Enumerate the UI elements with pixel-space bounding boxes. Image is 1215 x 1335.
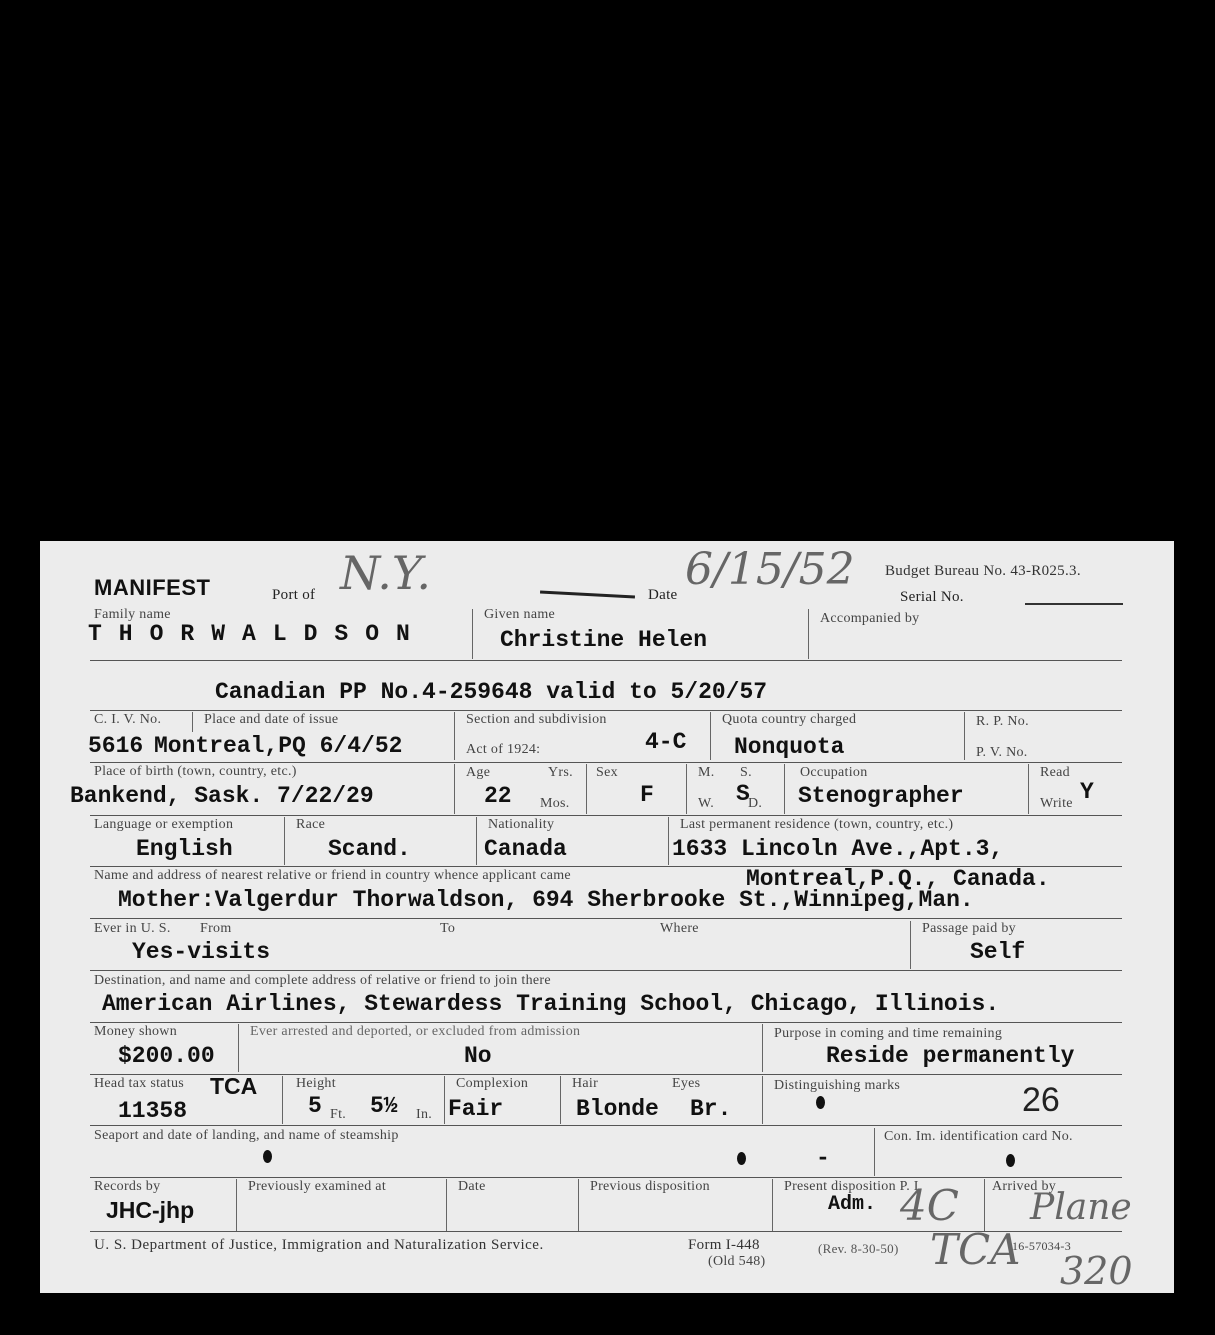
conim-label: Con. Im. identification card No. xyxy=(884,1129,1073,1144)
height-in-value: 5½ xyxy=(370,1093,398,1119)
port-line xyxy=(540,591,635,599)
budget-bureau: Budget Bureau No. 43-R025.3. xyxy=(885,563,1081,579)
hair-value: Blonde xyxy=(576,1096,659,1122)
passage-label: Passage paid by xyxy=(922,921,1016,936)
records-date-label: Date xyxy=(458,1179,486,1194)
headtax-value: TCA xyxy=(210,1073,258,1099)
to-label: To xyxy=(440,921,456,936)
height-ft-value: 5 xyxy=(308,1093,322,1119)
present-disp-value: Adm. xyxy=(828,1193,877,1216)
given-name-value: Christine Helen xyxy=(500,627,708,653)
read-label: Read xyxy=(1040,765,1070,780)
height-label: Height xyxy=(296,1076,336,1091)
family-name-label: Family name xyxy=(94,607,171,622)
ink-dot xyxy=(1006,1154,1015,1167)
present-disp-label: Present disposition P. I. xyxy=(784,1179,923,1194)
records-value: JHC-jhp xyxy=(106,1197,195,1223)
s-label: S. xyxy=(740,765,752,780)
section-value: 4-C xyxy=(645,729,687,755)
footer-form: Form I-448 xyxy=(688,1237,760,1253)
relative-label: Name and address of nearest relative or friend in country whence applicant came xyxy=(94,868,571,883)
pv-label: P. V. No. xyxy=(976,745,1028,760)
eyes-value: Br. xyxy=(690,1096,732,1122)
residence-label: Last permanent residence (town, country, etc.) xyxy=(680,817,954,832)
occupation-label: Occupation xyxy=(800,765,868,780)
place-issue-label: Place and date of issue xyxy=(204,712,339,727)
birth-label: Place of birth (town, country, etc.) xyxy=(94,764,297,779)
headtax-number: 11358 xyxy=(118,1098,188,1124)
prev-disp-label: Previous disposition xyxy=(590,1179,710,1194)
read-value: Y xyxy=(1080,779,1094,805)
footer-department: U. S. Department of Justice, Immigration and Naturalization Service. xyxy=(94,1237,544,1253)
arrived-label: Arrived by xyxy=(992,1179,1057,1194)
footer-code: 16-57034-3 xyxy=(1012,1239,1071,1253)
age-value: 22 xyxy=(484,783,512,809)
arrived-handwritten: Plane xyxy=(1030,1187,1132,1228)
yrs-label: Yrs. xyxy=(548,765,573,780)
ft-label: Ft. xyxy=(330,1107,347,1122)
section-label: Section and subdivision xyxy=(466,712,607,727)
mos-label: Mos. xyxy=(540,796,570,811)
ever-us-value: Yes-visits xyxy=(132,939,271,965)
m-label: M. xyxy=(698,765,715,780)
race-value: Scand. xyxy=(328,836,411,862)
occupation-value: Stenographer xyxy=(798,783,964,809)
footer-rev: (Rev. 8-30-50) xyxy=(818,1241,899,1256)
age-label: Age xyxy=(466,765,491,780)
port-value: N.Y. xyxy=(340,546,431,600)
write-label: Write xyxy=(1040,796,1073,811)
purpose-value: Reside permanently xyxy=(826,1043,1075,1069)
in-label: In. xyxy=(416,1107,433,1122)
marks-label: Distinguishing marks xyxy=(774,1078,901,1093)
manifest-card xyxy=(40,541,1174,1293)
complexion-value: Fair xyxy=(448,1096,504,1122)
money-label: Money shown xyxy=(94,1024,178,1039)
destination-value: American Airlines, Stewardess Training School, Chicago, Illinois. xyxy=(102,991,1000,1017)
marital-value: S xyxy=(736,781,750,807)
civ-value: 5616 xyxy=(88,733,144,759)
rp-label: R. P. No. xyxy=(976,714,1029,729)
act-label: Act of 1924: xyxy=(466,742,541,757)
nationality-label: Nationality xyxy=(488,817,555,832)
residence-line2: Montreal,P.Q., Canada. xyxy=(746,866,1050,892)
accompanied-label: Accompanied by xyxy=(820,611,920,626)
ever-us-label: Ever in U. S. xyxy=(94,921,171,936)
present-disp-handwritten: 4C xyxy=(900,1181,959,1230)
ink-dot xyxy=(737,1152,746,1165)
w-label: W. xyxy=(698,796,715,811)
family-name-value: THORWALDSON xyxy=(88,621,427,647)
relative-value: Mother:Valgerdur Thorwaldson, 694 Sherbrooke St.,Winnipeg,Man. xyxy=(118,887,974,913)
port-label: Port of xyxy=(272,587,316,603)
manifest-title: MANIFEST xyxy=(94,575,211,600)
hair-label: Hair xyxy=(572,1076,599,1091)
date-value: 6/15/52 xyxy=(685,544,855,595)
from-label: From xyxy=(200,921,232,936)
marks-number: 26 xyxy=(1022,1081,1060,1119)
footer-old: (Old 548) xyxy=(708,1254,766,1269)
flight-handwritten: 320 xyxy=(1060,1249,1133,1293)
given-name-label: Given name xyxy=(484,607,556,622)
ink-dot xyxy=(816,1096,825,1109)
date-label: Date xyxy=(648,587,678,603)
complexion-label: Complexion xyxy=(456,1076,529,1091)
sex-label: Sex xyxy=(596,765,618,780)
place-issue-value: Montreal,PQ 6/4/52 xyxy=(154,733,403,759)
where-label: Where xyxy=(660,921,699,936)
quota-label: Quota country charged xyxy=(722,712,857,727)
arrested-label: Ever arrested and deported, or excluded from admission xyxy=(250,1024,581,1039)
seaport-label: Seaport and date of landing, and name of steamship xyxy=(94,1128,399,1143)
sex-value: F xyxy=(640,782,654,808)
race-label: Race xyxy=(296,817,326,832)
headtax-label: Head tax status xyxy=(94,1076,185,1091)
arrested-value: No xyxy=(464,1043,492,1069)
purpose-label: Purpose in coming and time remaining xyxy=(774,1026,1003,1041)
nationality-value: Canada xyxy=(484,836,567,862)
destination-label: Destination, and name and complete address of relative or friend to join there xyxy=(94,973,551,988)
prev-exam-label: Previously examined at xyxy=(248,1179,387,1194)
language-value: English xyxy=(136,836,233,862)
passage-value: Self xyxy=(970,939,1026,965)
tca-handwritten: TCA xyxy=(930,1225,1021,1274)
language-label: Language or exemption xyxy=(94,817,234,832)
birth-value: Bankend, Sask. 7/22/29 xyxy=(70,783,374,809)
money-value: $200.00 xyxy=(118,1043,215,1069)
d-label: D. xyxy=(748,796,763,811)
eyes-label: Eyes xyxy=(672,1076,701,1091)
ink-dot xyxy=(263,1150,272,1163)
passport-info: Canadian PP No.4-259648 valid to 5/20/57 xyxy=(215,679,768,705)
records-label: Records by xyxy=(94,1179,161,1194)
residence-line1: 1633 Lincoln Ave.,Apt.3, xyxy=(672,836,1004,862)
serial-line xyxy=(1025,603,1123,605)
civ-label: C. I. V. No. xyxy=(94,712,162,727)
serial-label: Serial No. xyxy=(900,589,964,605)
seaport-dash: - xyxy=(816,1145,830,1171)
quota-value: Nonquota xyxy=(734,734,845,760)
